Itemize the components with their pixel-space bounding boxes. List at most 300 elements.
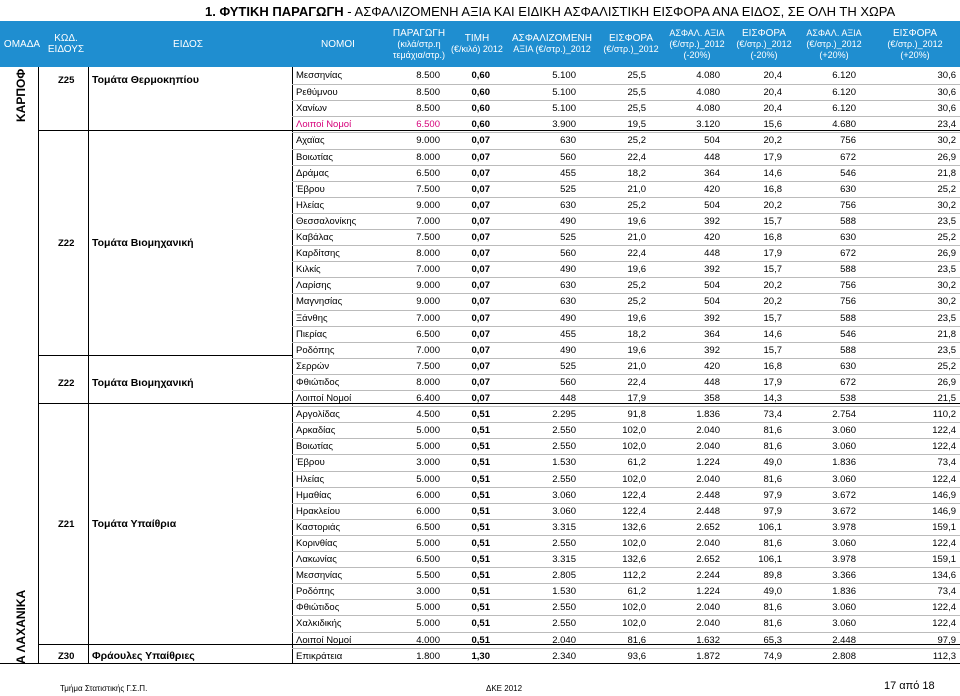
row-contribution-plus: 30,6	[937, 103, 956, 115]
group-code: Ζ30	[58, 651, 75, 662]
row-insured-value: 3.060	[552, 489, 576, 501]
row-production: 7.000	[416, 215, 440, 227]
header-region: ΝΟΜΟΙ	[321, 38, 355, 50]
table-row	[292, 599, 960, 616]
table-row	[292, 583, 960, 600]
row-contribution-plus: 30,2	[937, 199, 956, 211]
row-insured-minus: 392	[704, 264, 720, 276]
row-insured-plus: 3.978	[832, 521, 856, 533]
row-contribution: 21,0	[627, 232, 646, 243]
row-insured-value: 560	[560, 151, 576, 163]
row-contribution: 25,2	[627, 296, 646, 308]
row-insured-minus: 2.040	[696, 473, 720, 485]
row-contribution: 122,4	[622, 489, 646, 501]
table-row	[292, 438, 960, 455]
row-insured-minus: 392	[704, 215, 720, 227]
row-insured-plus: 3.060	[832, 473, 856, 485]
row-production: 6.500	[416, 328, 440, 340]
row-production: 6.400	[416, 393, 440, 404]
page-number: 17 από 18	[884, 680, 935, 692]
row-production: 7.000	[416, 344, 440, 356]
row-region: Λοιποί Νομοί	[296, 119, 352, 131]
row-contribution: 102,0	[622, 425, 646, 437]
row-region: Ροδόπης	[296, 344, 335, 356]
row-insured-plus: 6.120	[832, 87, 856, 99]
row-contribution: 132,6	[622, 554, 646, 565]
row-contribution: 21,0	[627, 183, 646, 195]
row-contribution-plus: 21,5	[937, 393, 956, 404]
row-production: 8.000	[416, 248, 440, 260]
row-insured-value: 3.900	[552, 119, 576, 131]
row-contribution-minus: 17,9	[763, 376, 782, 388]
row-insured-value: 2.805	[552, 570, 576, 582]
row-region: Καρδίτσης	[296, 248, 340, 260]
row-region: Κιλκίς	[296, 264, 321, 276]
row-contribution-minus: 15,7	[763, 344, 782, 356]
row-contribution-minus: 17,9	[763, 248, 782, 260]
row-price: 0,07	[471, 215, 490, 227]
row-region: Αργολίδας	[296, 409, 340, 421]
row-insured-value: 2.550	[552, 537, 576, 549]
page-title	[205, 4, 895, 19]
row-insured-plus: 3.366	[832, 570, 856, 582]
row-production: 6.500	[416, 167, 440, 179]
row-contribution-plus: 26,9	[937, 248, 956, 260]
row-price: 1,30	[471, 650, 490, 662]
row-contribution-minus: 16,8	[763, 232, 782, 243]
row-price: 0,07	[471, 183, 490, 195]
table-row	[292, 84, 960, 101]
row-contribution: 22,4	[627, 376, 646, 388]
row-contribution-plus: 146,9	[932, 489, 956, 501]
row-insured-minus: 2.448	[696, 489, 720, 501]
row-production: 7.000	[416, 264, 440, 276]
row-insured-minus: 2.040	[696, 602, 720, 614]
row-insured-value: 630	[560, 296, 576, 308]
row-contribution-minus: 20,2	[763, 135, 782, 147]
row-contribution: 102,0	[622, 441, 646, 453]
row-insured-value: 455	[560, 328, 576, 340]
table-row	[292, 342, 960, 359]
row-price: 0,51	[471, 409, 490, 421]
row-contribution-minus: 97,9	[763, 505, 782, 517]
row-insured-plus: 756	[840, 199, 856, 211]
header-insured-plus: ΑΣΦΑΛ. ΑΞΙΑ (€/στρ.)_2012 (+20%)	[806, 27, 862, 60]
row-price: 0,07	[471, 312, 490, 324]
row-contribution: 21,0	[627, 360, 646, 372]
row-region: Ξάνθης	[296, 312, 328, 324]
table-row	[292, 454, 960, 471]
row-contribution-minus: 97,9	[763, 489, 782, 501]
row-insured-plus: 630	[840, 183, 856, 195]
row-contribution: 25,2	[627, 280, 646, 292]
row-insured-minus: 448	[704, 248, 720, 260]
row-contribution-plus: 30,2	[937, 280, 956, 292]
row-insured-value: 525	[560, 232, 576, 243]
row-price: 0,60	[471, 103, 490, 115]
row-production: 6.500	[416, 119, 440, 131]
table-row	[292, 567, 960, 584]
header-contribution-plus: ΕΙΣΦΟΡΑ (€/στρ.)_2012 (+20%)	[887, 27, 943, 60]
row-insured-value: 630	[560, 135, 576, 147]
row-contribution-minus: 14,6	[763, 167, 782, 179]
row-insured-value: 1.530	[552, 457, 576, 469]
row-insured-minus: 2.040	[696, 441, 720, 453]
row-insured-minus: 358	[704, 393, 720, 404]
table-row	[292, 535, 960, 552]
row-insured-plus: 588	[840, 264, 856, 276]
row-price: 0,51	[471, 505, 490, 517]
row-insured-plus: 756	[840, 135, 856, 147]
row-insured-minus: 2.652	[696, 554, 720, 565]
row-contribution: 19,6	[627, 215, 646, 227]
row-production: 9.000	[416, 199, 440, 211]
row-insured-plus: 2.448	[832, 634, 856, 646]
row-contribution-minus: 49,0	[763, 586, 782, 598]
row-insured-minus: 1.836	[696, 409, 720, 421]
row-region: Χαλκιδικής	[296, 618, 342, 630]
row-production: 3.000	[416, 457, 440, 469]
row-insured-value: 490	[560, 215, 576, 227]
table-row	[292, 116, 960, 133]
row-insured-value: 1.530	[552, 586, 576, 598]
row-contribution-plus: 25,2	[937, 183, 956, 195]
row-contribution: 19,6	[627, 264, 646, 276]
divider	[88, 67, 89, 663]
row-insured-value: 630	[560, 280, 576, 292]
row-contribution: 102,0	[622, 537, 646, 549]
row-production: 5.000	[416, 425, 440, 437]
row-production: 4.000	[416, 634, 440, 646]
side-label-bottom: Α ΛΑΧΑΝΙΚΑ	[14, 589, 28, 664]
group-name: Φράουλες Υπαίθριες	[92, 650, 195, 662]
row-price: 0,07	[471, 264, 490, 276]
row-contribution-minus: 20,2	[763, 280, 782, 292]
row-region: Καστοριάς	[296, 521, 341, 533]
row-contribution: 81,6	[627, 634, 646, 646]
title-main: 1. ΦΥΤΙΚΗ ΠΑΡΑΓΩΓΗ	[205, 4, 344, 19]
row-insured-minus: 4.080	[696, 103, 720, 115]
group-name: Τομάτα Υπαίθρια	[92, 518, 177, 530]
row-region: Καβάλας	[296, 232, 334, 243]
row-contribution-minus: 106,1	[758, 521, 782, 533]
row-insured-plus: 588	[840, 344, 856, 356]
row-production: 5.000	[416, 618, 440, 630]
table-row	[292, 181, 960, 198]
row-contribution: 19,5	[627, 119, 646, 131]
row-contribution: 61,2	[627, 586, 646, 598]
row-insured-plus: 2.808	[832, 650, 856, 662]
row-insured-minus: 420	[704, 360, 720, 372]
row-region: Αχαϊας	[296, 135, 325, 147]
row-contribution-plus: 23,5	[937, 264, 956, 276]
row-contribution-minus: 20,4	[763, 103, 782, 115]
row-insured-plus: 546	[840, 167, 856, 179]
row-contribution: 102,0	[622, 618, 646, 630]
row-contribution: 18,2	[627, 328, 646, 340]
row-contribution-plus: 30,6	[937, 87, 956, 99]
table-row	[292, 68, 960, 84]
row-production: 4.500	[416, 409, 440, 421]
row-insured-value: 560	[560, 376, 576, 388]
row-contribution-plus: 112,3	[932, 650, 956, 662]
row-insured-plus: 588	[840, 215, 856, 227]
row-price: 0,51	[471, 634, 490, 646]
table-row	[292, 132, 960, 149]
table-row	[292, 374, 960, 391]
row-price: 0,07	[471, 328, 490, 340]
table-row	[292, 277, 960, 294]
row-contribution: 91,8	[627, 409, 646, 421]
row-contribution-plus: 26,9	[937, 376, 956, 388]
row-region: Αρκαδίας	[296, 425, 336, 437]
row-production: 9.000	[416, 135, 440, 147]
row-contribution-plus: 122,4	[932, 602, 956, 614]
group-code: Ζ25	[58, 75, 75, 86]
row-contribution-plus: 122,4	[932, 473, 956, 485]
row-price: 0,07	[471, 135, 490, 147]
row-insured-plus: 1.836	[832, 457, 856, 469]
row-contribution-plus: 110,2	[932, 409, 956, 421]
row-insured-value: 490	[560, 264, 576, 276]
row-insured-minus: 504	[704, 296, 720, 308]
row-contribution-plus: 122,4	[932, 537, 956, 549]
row-price: 0,60	[471, 87, 490, 99]
row-insured-plus: 3.978	[832, 554, 856, 565]
row-contribution: 25,2	[627, 135, 646, 147]
row-insured-plus: 3.060	[832, 425, 856, 437]
row-insured-value: 2.550	[552, 473, 576, 485]
row-insured-value: 3.315	[552, 554, 576, 565]
row-contribution-minus: 16,8	[763, 360, 782, 372]
row-insured-minus: 3.120	[696, 119, 720, 131]
footer-department: Τμήμα Στατιστικής Γ.Σ.Π.	[60, 684, 148, 693]
row-region: Ηλείας	[296, 199, 325, 211]
row-region: Κορινθίας	[296, 537, 338, 549]
row-contribution-minus: 14,3	[763, 393, 782, 404]
table-row	[292, 149, 960, 166]
row-region: Βοιωτίας	[296, 441, 333, 453]
row-price: 0,51	[471, 554, 490, 565]
row-insured-minus: 504	[704, 199, 720, 211]
row-region: Φθιώτιδος	[296, 602, 340, 614]
row-price: 0,51	[471, 602, 490, 614]
row-region: Ηρακλείου	[296, 505, 341, 517]
row-contribution-minus: 20,4	[763, 70, 782, 81]
row-contribution-minus: 81,6	[763, 425, 782, 437]
row-contribution: 25,5	[627, 103, 646, 115]
row-insured-minus: 504	[704, 280, 720, 292]
row-insured-value: 2.550	[552, 425, 576, 437]
row-region: Πιερίας	[296, 328, 327, 340]
row-insured-value: 560	[560, 248, 576, 260]
row-insured-minus: 1.224	[696, 457, 720, 469]
row-insured-value: 2.340	[552, 650, 576, 662]
row-contribution-plus: 73,4	[937, 457, 956, 469]
row-contribution: 22,4	[627, 248, 646, 260]
row-production: 6.500	[416, 554, 440, 565]
row-insured-minus: 448	[704, 151, 720, 163]
row-insured-plus: 3.672	[832, 505, 856, 517]
table-row	[292, 487, 960, 504]
row-price: 0,07	[471, 376, 490, 388]
table-row	[292, 632, 960, 649]
row-production: 5.000	[416, 441, 440, 453]
table-row	[292, 390, 960, 407]
row-contribution-plus: 21,8	[937, 328, 956, 340]
row-production: 7.500	[416, 183, 440, 195]
row-insured-plus: 756	[840, 296, 856, 308]
row-contribution-minus: 74,9	[763, 650, 782, 662]
group-code: Ζ21	[58, 519, 75, 530]
row-production: 5.500	[416, 570, 440, 582]
row-insured-minus: 2.652	[696, 521, 720, 533]
row-insured-minus: 1.872	[696, 650, 720, 662]
header-contribution: ΕΙΣΦΟΡΑ (€/στρ.)_2012	[603, 33, 659, 54]
row-insured-plus: 6.120	[832, 70, 856, 81]
table-row	[292, 310, 960, 327]
table-row	[292, 165, 960, 182]
row-contribution-minus: 49,0	[763, 457, 782, 469]
row-insured-minus: 2.040	[696, 618, 720, 630]
row-production: 8.500	[416, 103, 440, 115]
row-region: Βοιωτίας	[296, 151, 333, 163]
row-production: 1.800	[416, 650, 440, 662]
row-insured-value: 448	[560, 393, 576, 404]
row-production: 8.500	[416, 87, 440, 99]
row-insured-minus: 420	[704, 232, 720, 243]
row-region: Λοιποί Νομοί	[296, 634, 352, 646]
header-insured-value: ΑΣΦΑΛΙΖΟΜΕΝΗ ΑΞΙΑ (€/στρ.)_2012	[512, 33, 592, 54]
row-insured-value: 490	[560, 344, 576, 356]
row-insured-value: 2.040	[552, 634, 576, 646]
row-contribution-plus: 122,4	[932, 425, 956, 437]
row-region: Μεσσηνίας	[296, 70, 343, 81]
row-contribution-plus: 23,5	[937, 344, 956, 356]
row-insured-value: 5.100	[552, 70, 576, 81]
row-contribution: 102,0	[622, 602, 646, 614]
row-insured-plus: 630	[840, 360, 856, 372]
table-row	[292, 519, 960, 536]
row-contribution: 93,6	[627, 650, 646, 662]
row-region: Φθιώτιδος	[296, 376, 340, 388]
row-region: Έβρου	[296, 457, 325, 469]
row-contribution-plus: 23,4	[937, 119, 956, 131]
row-insured-plus: 546	[840, 328, 856, 340]
row-contribution-plus: 25,2	[937, 360, 956, 372]
row-production: 8.000	[416, 376, 440, 388]
row-insured-plus: 3.060	[832, 441, 856, 453]
row-region: Μαγνησίας	[296, 296, 343, 308]
row-contribution-minus: 15,6	[763, 119, 782, 131]
row-insured-value: 455	[560, 167, 576, 179]
row-price: 0,07	[471, 296, 490, 308]
row-contribution: 132,6	[622, 521, 646, 533]
table-row	[292, 326, 960, 343]
row-production: 9.000	[416, 280, 440, 292]
row-insured-minus: 1.224	[696, 586, 720, 598]
row-production: 6.000	[416, 489, 440, 501]
row-contribution: 112,2	[622, 570, 646, 582]
row-contribution-plus: 97,9	[937, 634, 956, 646]
row-contribution-minus: 81,6	[763, 441, 782, 453]
row-price: 0,07	[471, 232, 490, 243]
row-insured-minus: 2.040	[696, 537, 720, 549]
row-insured-plus: 672	[840, 151, 856, 163]
row-insured-value: 525	[560, 360, 576, 372]
row-insured-plus: 630	[840, 232, 856, 243]
row-contribution-plus: 30,2	[937, 296, 956, 308]
group-name: Τομάτα Θερμοκηπίου	[92, 74, 199, 86]
row-contribution-plus: 26,9	[937, 151, 956, 163]
row-region: Θεσσαλονίκης	[296, 215, 357, 227]
header-price: ΤΙΜΗ (€/κιλό) 2012	[451, 33, 503, 54]
row-region: Σερρών	[296, 360, 330, 372]
row-contribution-minus: 15,7	[763, 215, 782, 227]
row-price: 0,51	[471, 537, 490, 549]
row-insured-plus: 1.836	[832, 586, 856, 598]
table-row	[292, 197, 960, 214]
row-region: Ροδόπης	[296, 586, 335, 598]
row-insured-minus: 392	[704, 344, 720, 356]
table-row	[292, 229, 960, 246]
row-region: Λοιποί Νομοί	[296, 393, 352, 404]
row-contribution-minus: 81,6	[763, 537, 782, 549]
row-contribution: 22,4	[627, 151, 646, 163]
row-insured-value: 490	[560, 312, 576, 324]
header-code: ΚΩΔ. ΕΙΔΟΥΣ	[47, 33, 85, 55]
row-contribution-plus: 23,5	[937, 312, 956, 324]
row-price: 0,51	[471, 489, 490, 501]
row-price: 0,51	[471, 618, 490, 630]
header-contribution-minus: ΕΙΣΦΟΡΑ (€/στρ.)_2012 (-20%)	[736, 27, 792, 60]
row-contribution-plus: 21,8	[937, 167, 956, 179]
row-insured-plus: 3.672	[832, 489, 856, 501]
row-region: Μεσσηνίας	[296, 570, 343, 582]
row-price: 0,07	[471, 280, 490, 292]
header-insured-minus: ΑΣΦΑΛ. ΑΞΙΑ (€/στρ.)_2012 (-20%)	[669, 27, 725, 60]
row-insured-value: 525	[560, 183, 576, 195]
row-price: 0,07	[471, 199, 490, 211]
row-insured-plus: 588	[840, 312, 856, 324]
row-insured-minus: 364	[704, 328, 720, 340]
row-contribution-plus: 146,9	[932, 505, 956, 517]
group-name: Τομάτα Βιομηχανική	[92, 377, 194, 389]
row-production: 7.500	[416, 232, 440, 243]
table-row	[292, 358, 960, 375]
row-contribution-minus: 16,8	[763, 183, 782, 195]
row-contribution: 19,6	[627, 344, 646, 356]
row-region: Έβρου	[296, 183, 325, 195]
row-region: Ηλείας	[296, 473, 325, 485]
header-production: ΠΑΡΑΓΩΓΗ (κιλά/στρ.η τεμάχια/στρ.)	[392, 27, 446, 60]
row-insured-plus: 3.060	[832, 602, 856, 614]
group-code: Ζ22	[58, 238, 75, 249]
row-contribution-plus: 122,4	[932, 618, 956, 630]
row-region: Χανίων	[296, 103, 327, 115]
row-insured-minus: 392	[704, 312, 720, 324]
footer-center: ΔΚΕ 2012	[486, 684, 523, 693]
row-price: 0,07	[471, 248, 490, 260]
row-production: 3.000	[416, 586, 440, 598]
group-divider	[38, 355, 292, 356]
row-contribution-plus: 30,6	[937, 70, 956, 81]
row-insured-value: 5.100	[552, 103, 576, 115]
table-row	[292, 100, 960, 117]
row-contribution-plus: 159,1	[932, 521, 956, 533]
row-contribution-plus: 73,4	[937, 586, 956, 598]
row-price: 0,51	[471, 521, 490, 533]
